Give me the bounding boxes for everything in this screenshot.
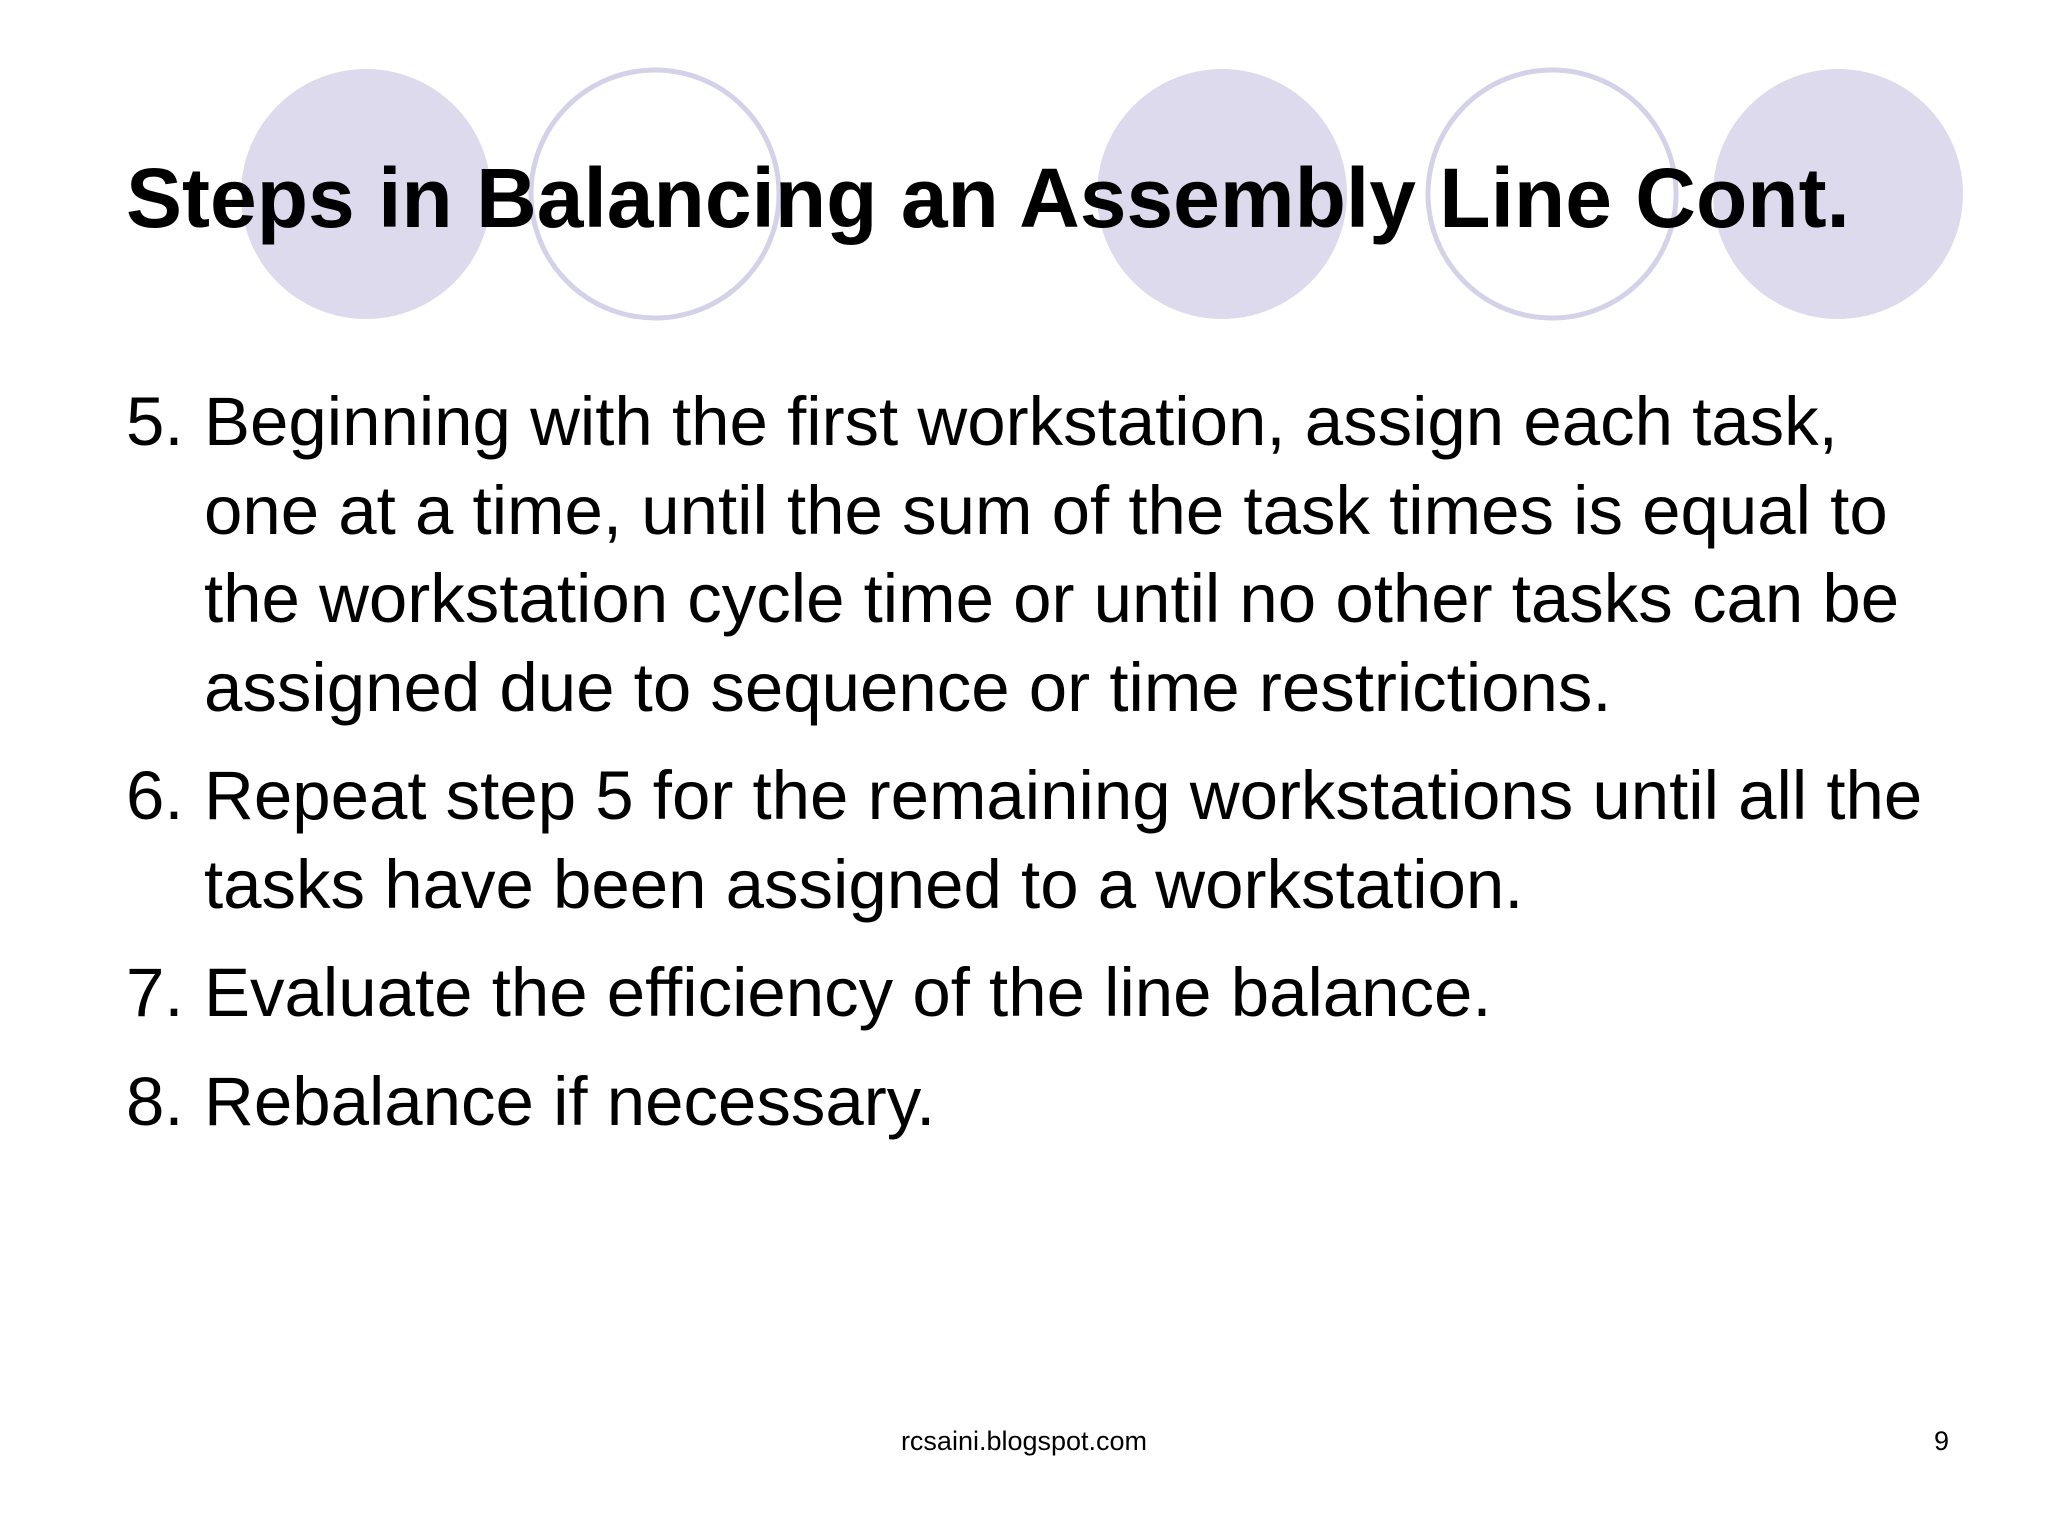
slide-title: Steps in Balancing an Assembly Line Cont.	[126, 151, 1850, 245]
footer-source: rcsaini.blogspot.com	[900, 1426, 1148, 1456]
step-text: Rebalance if necessary.	[204, 1062, 936, 1140]
step-item	[126, 378, 1966, 732]
step-number: 6.	[126, 757, 184, 834]
step-number: 8.	[126, 1062, 184, 1140]
step-text: Repeat step 5 for the remaining workstations until all the tasks have been assigned to a workstation.	[204, 757, 1923, 923]
step-number: 7.	[126, 954, 184, 1031]
step-item	[126, 752, 1966, 929]
step-text: Beginning with the first workstation, assign each task, one at a time, until the sum of the task times is equal to the workstation cycle time or until no other tasks can be assigned due to sequence or time restrictions.	[204, 383, 1900, 726]
step-text: Evaluate the efficiency of the line balance.	[204, 954, 1492, 1031]
page-number: 9	[1933, 1426, 1949, 1456]
step-item	[126, 1058, 1966, 1147]
steps-list	[126, 378, 1966, 1166]
step-number: 5.	[126, 383, 184, 460]
step-item	[126, 949, 1966, 1038]
